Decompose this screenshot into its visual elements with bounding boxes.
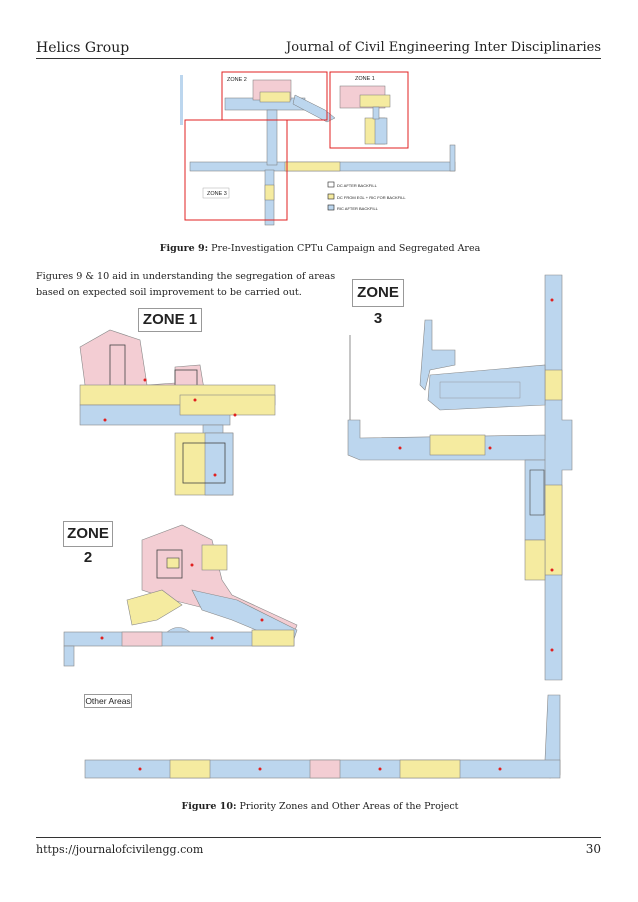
page-number: 30 bbox=[585, 842, 601, 856]
zone2-map bbox=[62, 520, 302, 670]
fig9-legend-1: DC AFTER BACKFILL bbox=[337, 183, 377, 188]
fig9-zone2-label: ZONE 2 bbox=[227, 77, 247, 83]
figure-9-caption-label: Figure 9: bbox=[159, 243, 209, 254]
zone3-map bbox=[340, 270, 585, 690]
journal-publisher: Helics Group bbox=[36, 40, 130, 56]
fig9-zone1-label: ZONE 1 bbox=[355, 76, 375, 82]
figure-10-caption-label: Figure 10: bbox=[181, 801, 237, 812]
fig9-zone3-label: ZONE 3 bbox=[207, 191, 227, 197]
other-areas-label: Other Areas bbox=[85, 696, 131, 706]
figure-9-caption bbox=[150, 243, 490, 254]
journal-title: Journal of Civil Engineering Inter Disciplinaries bbox=[286, 40, 601, 55]
header-rule bbox=[36, 58, 601, 59]
zone1-map bbox=[75, 325, 300, 500]
figure-9-map bbox=[175, 70, 465, 230]
body-paragraph: Figures 9 & 10 aid in understanding the segregation of areas based on expected soil improvement to be carried out. bbox=[36, 271, 336, 298]
figure-9-caption-text: Pre-Investigation CPTu Campaign and Segregated Area bbox=[208, 243, 481, 254]
zone1-label: ZONE 1 bbox=[138, 308, 202, 332]
zone3-label: ZONE 3 bbox=[352, 279, 404, 307]
figure-10-caption bbox=[150, 801, 490, 812]
fig9-legend-3: RIC AFTER BACKFILL bbox=[337, 206, 378, 211]
footer-rule bbox=[36, 837, 601, 838]
footer-url-link[interactable]: https://journalofcivilengg.com bbox=[36, 843, 204, 856]
zone2-label: ZONE 2 bbox=[63, 521, 113, 547]
fig9-legend-2: DC FROM EGL + RIC FOR BACKFILL bbox=[337, 195, 406, 200]
page-header bbox=[36, 40, 601, 60]
other-areas-map bbox=[80, 690, 580, 790]
figure-10-caption-text: Priority Zones and Other Areas of the Project bbox=[236, 801, 459, 812]
